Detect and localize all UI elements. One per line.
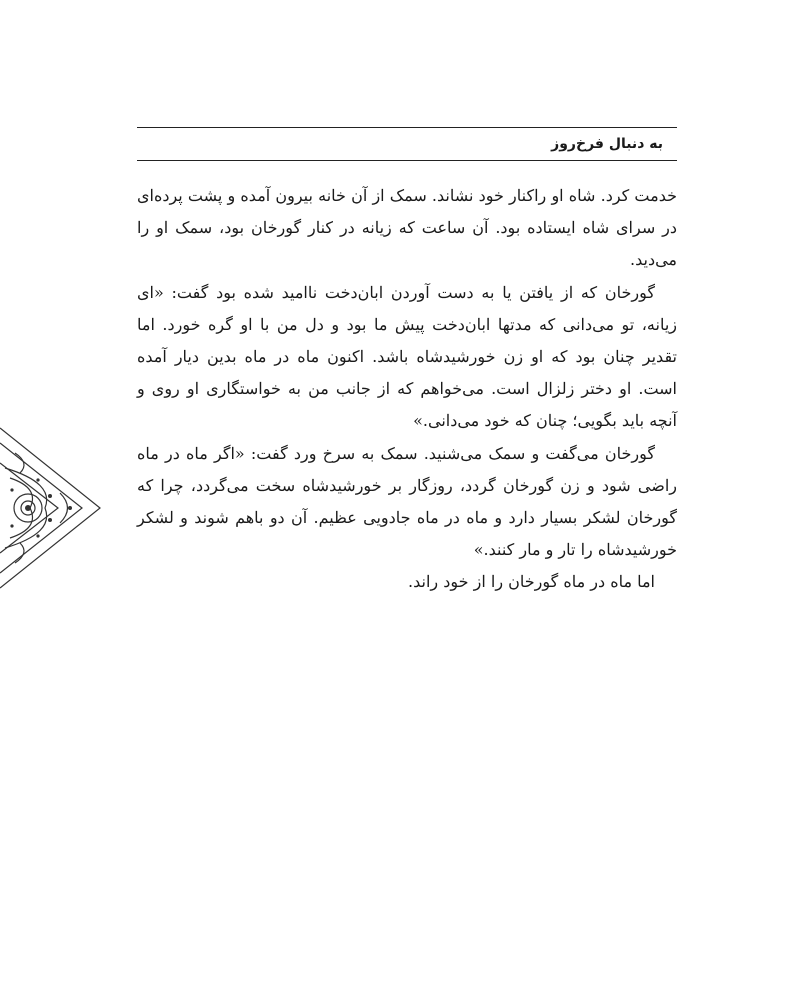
arabesque-ornament-icon xyxy=(0,408,110,608)
body-text xyxy=(137,180,677,599)
running-header xyxy=(137,127,677,161)
paragraph: گورخان می‌گفت و سمک می‌شنید. سمک به سرخ ورد گفت: «اگر ماه در ماه راضی شود و زن گورخان گردد، روزگار بر خورشیدشاه سخت می‌گردد، چرا که گورخان لشکر بسیار دارد و ماه در ماه جادویی عظیم. آن دو باهم شوند و لشکر خورشیدشاه را تار و مار کنند.» xyxy=(137,443,677,560)
header-title: به دنبال فرخ‌روز xyxy=(551,136,663,152)
paragraph: خدمت کرد. شاه او راکنار خود نشاند. سمک از آن خانه بیرون آمده و پشت پرده‌ای در سرای شاه ایستاده بود. آن ساعت که زیانه در کنار گورخان بود، سمک او را می‌دید. xyxy=(137,186,677,270)
paragraph: گورخان که از یافتن یا به دست آوردن ابان‌دخت ناامید شده بود گفت: «ای زیانه، تو می‌دانی که مدتها ابان‌دخت پیش ما بود و دل من با او گره خورد. اما تقدیر چنان بود که او زن خورشیدشاه باشد. اکنون ماه در ماه بدین دیار آمده است. او دختر زلزال است. می‌خواهم که از جانب من به خواستگاری او روی و آنچه باید بگویی؛ چنان که خود می‌دانی.» xyxy=(137,282,677,431)
paragraph: اما ماه در ماه گورخان را از خود راند. xyxy=(408,572,655,592)
